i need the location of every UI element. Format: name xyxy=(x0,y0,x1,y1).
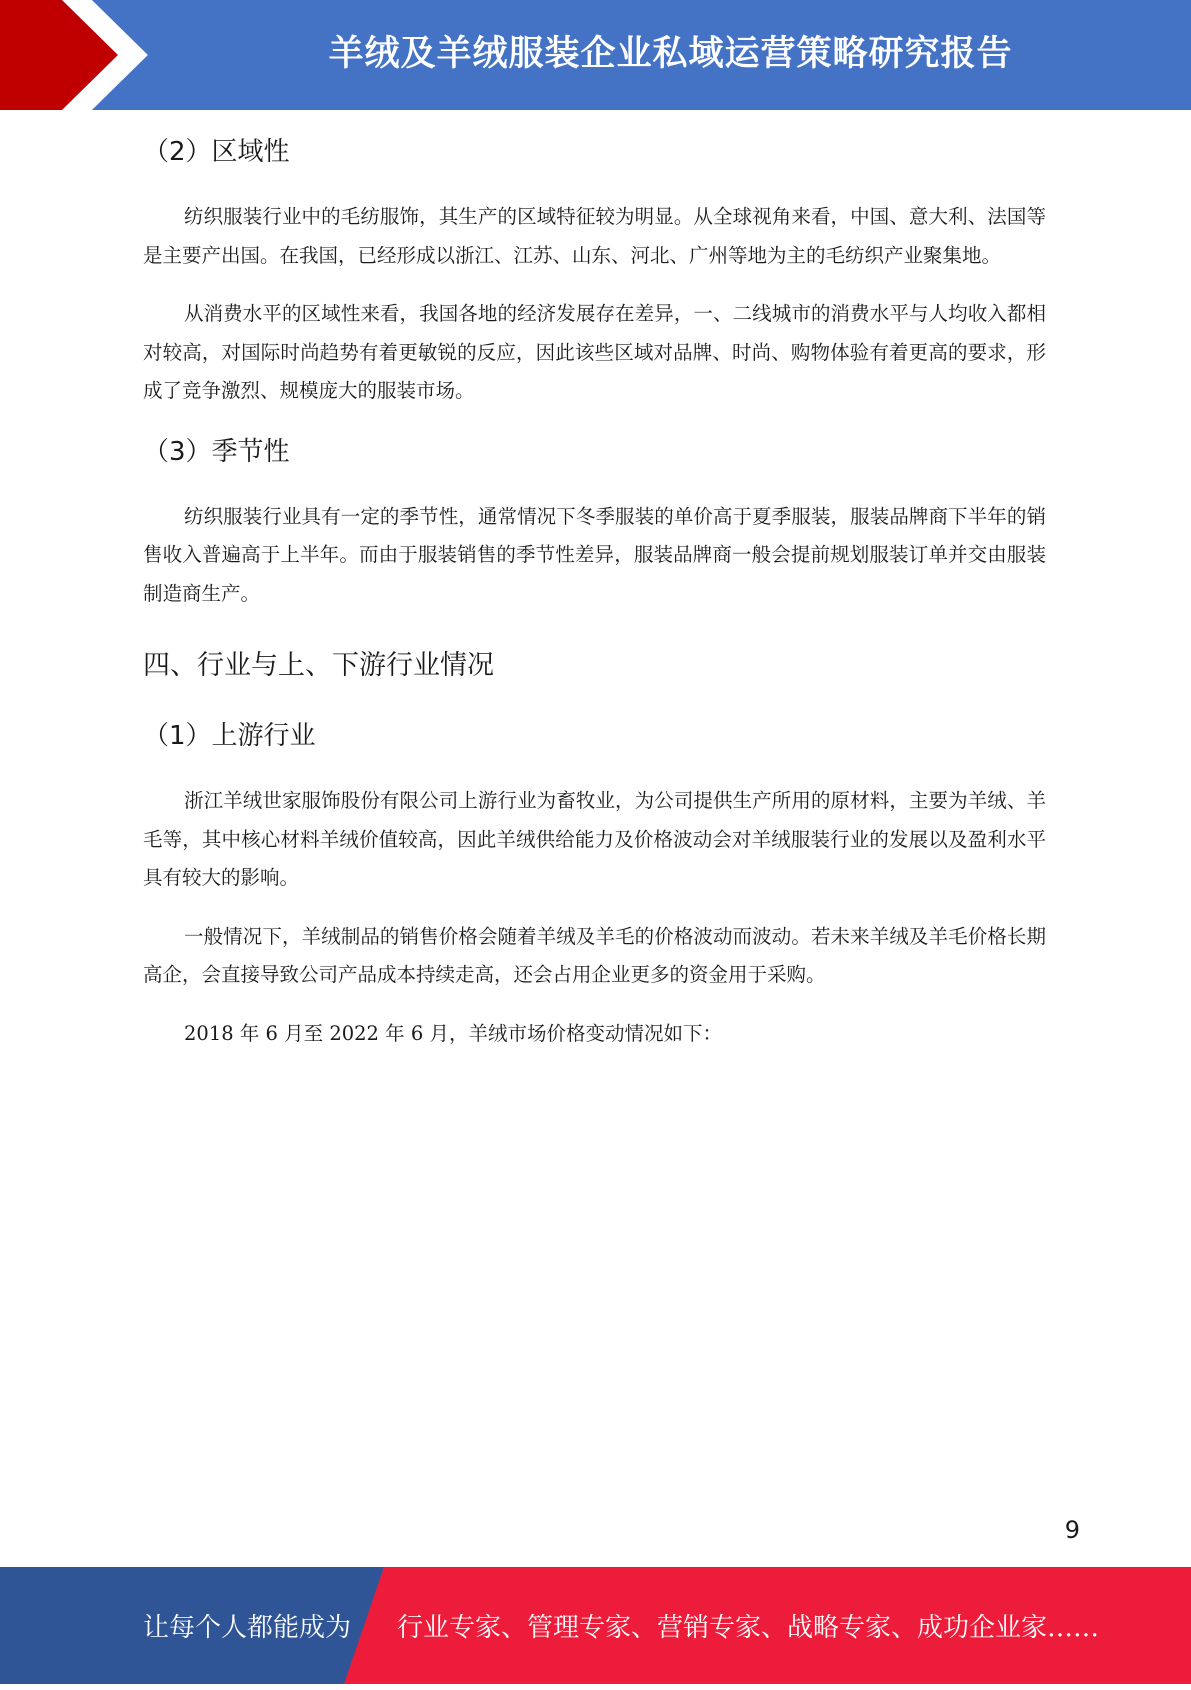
heading-seasonal: （3）季节性 xyxy=(143,436,290,467)
red-chevron-icon xyxy=(0,0,150,110)
paragraph: 从消费水平的区域性来看，我国各地的经济发展存在差异，一、二线城市的消费水平与人均收入都相对较高，对国际时尚趋势有着更敏锐的反应，因此该些区域对品牌、时尚、购物体验有着更高的要求，形成了竞争激烈、规模庞大的服装市场。 xyxy=(143,302,1046,402)
paragraph: 浙江羊绒世家服饰股份有限公司上游行业为畜牧业，为公司提供生产所用的原材料，主要为羊绒、羊毛等，其中核心材料羊绒价值较高，因此羊绒供给能力及价格波动会对羊绒服装行业的发展以及盈利水平具有较大的影响。 xyxy=(143,789,1046,889)
paragraph: 纺织服装行业中的毛纺服饰，其生产的区域特征较为明显。从全球视角来看，中国、意大利、法国等是主要产出国。在我国，已经形成以浙江、江苏、山东、河北、广州等地为主的毛纺织产业聚集地。 xyxy=(143,205,1046,267)
document-body xyxy=(143,120,1046,1053)
page-footer xyxy=(0,1567,1191,1684)
paragraph: 纺织服装行业具有一定的季节性，通常情况下冬季服装的单价高于夏季服装，服装品牌商下半年的销售收入普遍高于上半年。而由于服装销售的季节性差异，服装品牌商一般会提前规划服装订单并交由服装制造商生产。 xyxy=(143,504,1046,605)
footer-slogan-right: 行业专家、管理专家、营销专家、战略专家、成功企业家…… xyxy=(397,1613,1100,1643)
report-title: 羊绒及羊绒服装企业私域运营策略研究报告 xyxy=(328,34,1013,74)
page-header xyxy=(0,0,1191,110)
footer-slogan-left: 让每个人都能成为 xyxy=(143,1613,352,1643)
heading-regional: （2）区域性 xyxy=(143,137,290,167)
heading-section-4: 四、行业与上、下游行业情况 xyxy=(143,650,494,681)
paragraph: 2018 年 6 月至 2022 年 6 月，羊绒市场价格变动情况如下： xyxy=(184,1021,722,1045)
heading-upstream: （1）上游行业 xyxy=(143,721,316,751)
paragraph: 一般情况下，羊绒制品的销售价格会随着羊绒及羊毛的价格波动而波动。若未来羊绒及羊毛价格长期高企，会直接导致公司产品成本持续走高，还会占用企业更多的资金用于采购。 xyxy=(143,924,1046,986)
page-number: 9 xyxy=(1064,1516,1080,1544)
